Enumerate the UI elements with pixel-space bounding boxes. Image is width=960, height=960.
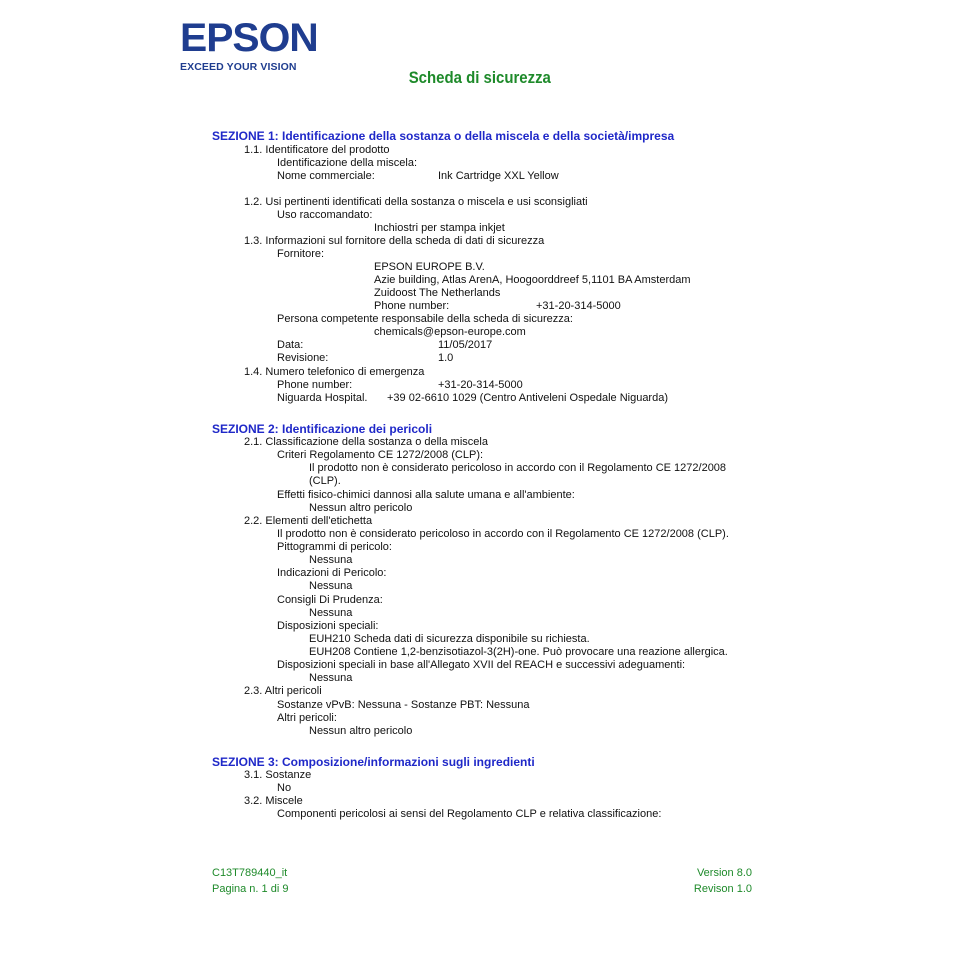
special-provisions-label: Disposizioni speciali: xyxy=(277,620,379,632)
footer-version: Version 8.0 xyxy=(696,867,752,879)
section-1-heading: SEZIONE 1: Identificazione della sostanza o della miscela e della società/impresa xyxy=(212,129,675,143)
supplier-phone-value: +31-20-314-5000 xyxy=(536,300,621,312)
subsection-2-1: 2.1. Classificazione della sostanza o della miscela xyxy=(244,436,488,448)
euh208-statement: EUH208 Contiene 1,2-benzisotiazol-3(2H)-one. Può provocare una reazione allergica. xyxy=(309,646,728,658)
clp-criteria-label: Criteri Regolamento CE 1272/2008 (CLP): xyxy=(277,449,484,461)
effects-label: Effetti fisico-chimici dannosi alla salute umana e all'ambiente: xyxy=(277,489,575,501)
footer-revision: Revison 1.0 xyxy=(693,883,752,895)
trade-name-value: Ink Cartridge XXL Yellow xyxy=(438,170,559,182)
substances-value: No xyxy=(277,782,292,794)
vpvb-pbt-text: Sostanze vPvB: Nessuna - Sostanze PBT: Nessuna xyxy=(277,699,530,711)
other-hazards-value: Nessun altro pericolo xyxy=(309,725,413,737)
precautionary-label: Consigli Di Prudenza: xyxy=(277,594,383,606)
supplier-phone-label: Phone number: xyxy=(374,300,450,312)
subsection-1-3: 1.3. Informazioni sul fornitore della scheda di dati di sicurezza xyxy=(244,235,545,247)
date-value: 11/05/2017 xyxy=(438,339,493,351)
date-label: Data: xyxy=(277,339,304,351)
trade-name-label: Nome commerciale: xyxy=(277,170,375,182)
section-2-heading: SEZIONE 2: Identificazione dei pericoli xyxy=(212,422,433,436)
document-title-wrap xyxy=(0,68,960,88)
supplier-address-1: Azie building, Atlas ArenA, Hoogoorddreef 5,1101 BA Amsterdam xyxy=(374,274,691,286)
euh210-statement: EUH210 Scheda dati di sicurezza disponibile su richiesta. xyxy=(309,633,590,645)
label-elements-text: Il prodotto non è considerato pericoloso in accordo con il Regolamento CE 1272/2008 (CLP). xyxy=(277,528,729,540)
subsection-2-3: 2.3. Altri pericoli xyxy=(244,685,322,697)
recommended-use-value: Inchiostri per stampa inkjet xyxy=(374,222,505,234)
revision-value: 1.0 xyxy=(438,352,454,364)
section-3-heading: SEZIONE 3: Composizione/informazioni sugli ingredienti xyxy=(212,755,535,769)
other-hazards-label: Altri pericoli: xyxy=(277,712,337,724)
competent-person-label: Persona competente responsabile della scheda di sicurezza: xyxy=(277,313,573,325)
revision-label: Revisione: xyxy=(277,352,329,364)
subsection-1-1: 1.1. Identificatore del prodotto xyxy=(244,144,390,156)
hazard-statements-label: Indicazioni di Pericolo: xyxy=(277,567,387,579)
reach-label: Disposizioni speciali in base all'Allegato XVII del REACH e successivi adeguamenti: xyxy=(277,659,686,671)
supplier-address-2: Zuidoost The Netherlands xyxy=(374,287,501,299)
precautionary-value: Nessuna xyxy=(309,607,353,619)
hospital-value: +39 02-6610 1029 (Centro Antiveleni Ospedale Niguarda) xyxy=(387,392,668,404)
supplier-name: EPSON EUROPE B.V. xyxy=(374,261,485,273)
subsection-3-2: 3.2. Miscele xyxy=(244,795,303,807)
subsection-3-1: 3.1. Sostanze xyxy=(244,769,312,781)
footer-doc-code: C13T789440_it xyxy=(212,867,288,879)
hospital-label: Niguarda Hospital. xyxy=(277,392,368,404)
supplier-label: Fornitore: xyxy=(277,248,325,260)
reach-value: Nessuna xyxy=(309,672,353,684)
epson-logo xyxy=(180,16,318,73)
subsection-1-2: 1.2. Usi pertinenti identificati della sostanza o miscela e usi sconsigliati xyxy=(244,196,588,208)
mixture-id-label: Identificazione della miscela: xyxy=(277,157,418,169)
clp-text-line-1: Il prodotto non è considerato pericoloso in accordo con il Regolamento CE 1272/2008 xyxy=(309,462,727,474)
effects-value: Nessun altro pericolo xyxy=(309,502,413,514)
emergency-phone-label: Phone number: xyxy=(277,379,353,391)
mixtures-text: Componenti pericolosi ai sensi del Regolamento CLP e relativa classificazione: xyxy=(277,808,662,820)
recommended-use-label: Uso raccomandato: xyxy=(277,209,373,221)
hazard-statements-value: Nessuna xyxy=(309,580,353,592)
emergency-phone-value: +31-20-314-5000 xyxy=(438,379,523,391)
subsection-1-4: 1.4. Numero telefonico di emergenza xyxy=(244,366,425,378)
footer-page-number: Pagina n. 1 di 9 xyxy=(212,883,289,895)
subsection-2-2: 2.2. Elementi dell'etichetta xyxy=(244,515,373,527)
clp-text-line-2: (CLP). xyxy=(309,475,341,487)
logo-wordmark: EPSON xyxy=(180,16,318,60)
competent-person-email: chemicals@epson-europe.com xyxy=(374,326,526,338)
pictograms-value: Nessuna xyxy=(309,554,353,566)
logo-tagline: EXCEED YOUR VISION xyxy=(180,61,297,73)
pictograms-label: Pittogrammi di pericolo: xyxy=(277,541,392,553)
document-title: Scheda di sicurezza xyxy=(408,68,552,87)
